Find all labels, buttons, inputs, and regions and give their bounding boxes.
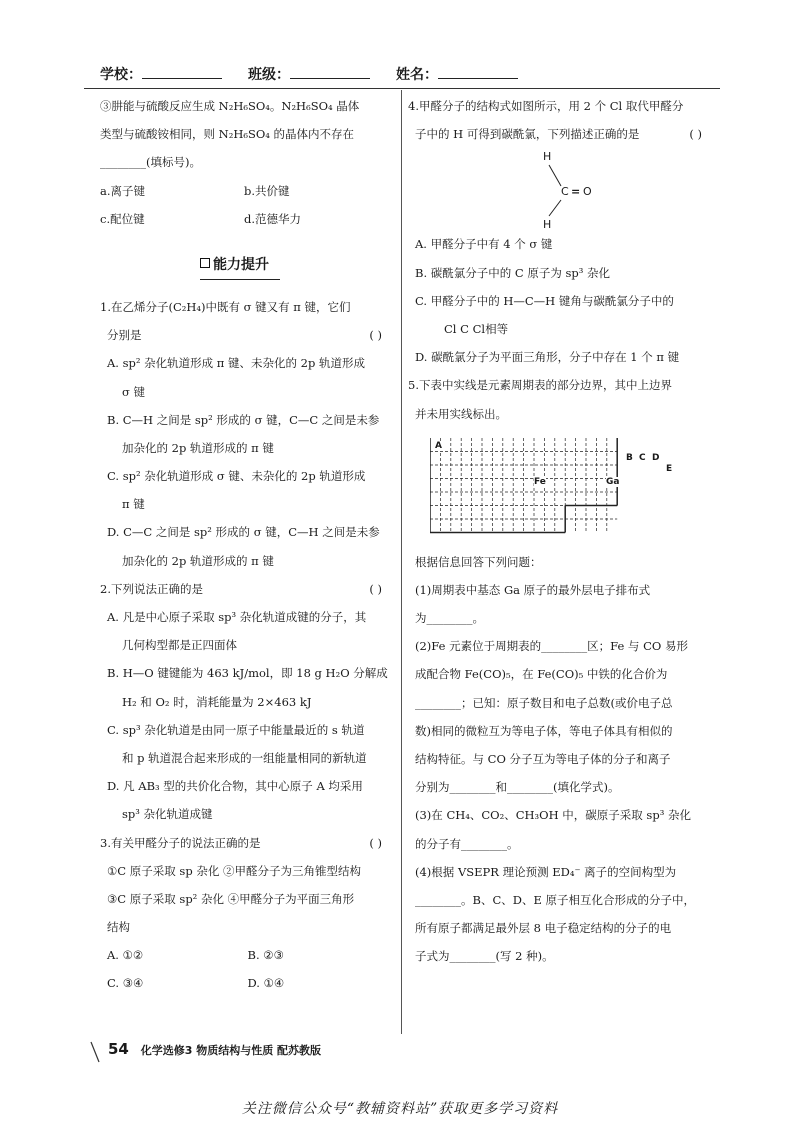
- question-2-option: B. H—O 键键能为 463 kJ/mol，即 18 g H₂O 分解成: [107, 666, 388, 681]
- choice-c: C. ③④: [107, 976, 144, 991]
- question-5-line: 子式为________(写 2 种)。: [415, 949, 554, 964]
- answer-paren: ( ): [369, 328, 382, 343]
- section-underline: [200, 279, 280, 280]
- student-info-header: [100, 64, 720, 86]
- question-2-option: D. 凡 AB₃ 型的共价化合物，其中心原子 A 均采用: [107, 779, 363, 794]
- text-line: 类型与硫酸铵相同，则 N₂H₆SO₄ 的晶体内不存在: [100, 127, 355, 142]
- question-4-option: Cl C Cl相等: [444, 321, 509, 336]
- option-c: c.配位键: [100, 211, 145, 226]
- column-divider: [401, 90, 402, 1034]
- question-1-option: B. C—H 之间是 sp² 形成的 σ 键，C—C 之间是未参: [107, 412, 380, 427]
- school-blank: [142, 64, 222, 79]
- question-1-option: D. C—C 之间是 sp² 形成的 σ 键，C—H 之间是未参: [107, 525, 380, 540]
- formaldehyde-structure: [408, 148, 708, 230]
- question-5-line: ________。B、C、D、E 原子相互化合形成的分子中，: [415, 892, 696, 907]
- left-column: [100, 92, 388, 998]
- square-icon: [200, 258, 210, 268]
- section-title: 能力提升: [200, 254, 269, 274]
- question-2-option: H₂ 和 O₂ 时，消耗能量为 2×463 kJ: [122, 694, 312, 709]
- section-heading: [100, 233, 388, 293]
- class-blank: [290, 64, 370, 79]
- question-4-option: D. 碳酰氯分子为平面三角形，分子中存在 1 个 π 键: [415, 350, 680, 365]
- question-5-line: 结构特征。与 CO 分子互为等电子体的分子和离子: [415, 752, 671, 766]
- question-4-stem: 4.甲醛分子的结构式如图所示，用 2 个 Cl 取代甲醛分: [408, 99, 684, 113]
- page-number: 54: [108, 1040, 129, 1058]
- question-3-statement: ①C 原子采取 sp 杂化 ②甲醛分子为三角锥型结构: [107, 863, 361, 878]
- question-1-option: π 键: [122, 497, 145, 512]
- option-a: a.离子键: [100, 183, 146, 198]
- choice-d: D. ①④: [247, 976, 285, 991]
- choice-a: A. ①②: [107, 948, 144, 963]
- atom-c: C: [561, 185, 569, 199]
- question-2-option: 几何构型都是正四面体: [122, 638, 237, 653]
- option-row: [100, 205, 388, 233]
- option-row: [100, 177, 388, 205]
- answer-paren: ( ): [689, 127, 702, 142]
- question-2-option: C. sp³ 杂化轨道是由同一原子中能量最近的 s 轨道: [107, 722, 365, 737]
- bond-lines: [408, 148, 708, 230]
- question-5-line: (4)根据 VSEPR 理论预测 ED₄⁻ 离子的空间构型为: [415, 864, 677, 879]
- question-3-choices: [100, 969, 388, 997]
- question-5-line: 的分子有________。: [415, 836, 519, 851]
- text-line: ③肼能与硫酸反应生成 N₂H₆SO₄。N₂H₆SO₄ 晶体: [100, 99, 360, 113]
- question-5-line: (2)Fe 元素位于周期表的________区；Fe 与 CO 易形: [415, 639, 688, 654]
- question-2-option: A. 凡是中心原子采取 sp³ 杂化轨道成键的分子，其: [107, 610, 367, 624]
- question-4-stem: 子中的 H 可得到碳酰氯，下列描述正确的是 ( ): [408, 120, 708, 148]
- question-2-stem: 2.下列说法正确的是 ( ): [100, 575, 388, 603]
- question-2-option: sp³ 杂化轨道成键: [122, 807, 213, 822]
- question-5-intro: 根据信息回答下列问题：: [415, 554, 542, 569]
- header-rule: [84, 88, 720, 89]
- question-5-line: 所有原子都满足最外层 8 电子稳定结构的分子的电: [415, 921, 672, 936]
- question-5-line: (3)在 CH₄、CO₂、CH₃OH 中，碳原子采取 sp³ 杂化: [415, 808, 691, 823]
- element-label-fe: Fe: [534, 476, 546, 487]
- question-1-option: 加杂化的 2p 轨道形成的 π 键: [122, 440, 274, 455]
- element-label-ga: Ga: [606, 476, 620, 487]
- periodic-grid: [430, 438, 620, 552]
- question-5-line: 成配合物 Fe(CO)₅，在 Fe(CO)₅ 中铁的化合价为: [415, 667, 668, 682]
- question-3-statement: 结构: [107, 920, 130, 935]
- class-label: 班级：: [248, 67, 290, 83]
- question-3-statement: ③C 原子采取 sp² 杂化 ④甲醛分子为平面三角形: [107, 891, 355, 906]
- question-5-line: 为________。: [415, 611, 484, 626]
- option-d: d.范德华力: [244, 211, 302, 226]
- question-5-line: 数)相同的微粒互为等电子体，等电子体具有相似的: [415, 723, 673, 738]
- question-3-choices: [100, 941, 388, 969]
- double-bond: =: [571, 185, 581, 199]
- choice-b: B. ②③: [247, 948, 284, 963]
- element-label-d: D: [652, 452, 660, 463]
- question-5-line: 分别为________和________(填化学式)。: [415, 780, 620, 795]
- question-1-stem: 1.在乙烯分子(C₂H₄)中既有 σ 键又有 π 键，它们: [100, 299, 351, 314]
- school-field: [100, 64, 222, 84]
- question-5-stem: 并未用实线标出。: [415, 406, 507, 421]
- question-4-option: B. 碳酰氯分子中的 C 原子为 sp³ 杂化: [415, 265, 611, 280]
- question-5-stem: 5.下表中实线是元素周期表的部分边界，其中上边界: [408, 378, 672, 393]
- periodic-table-diagram: [430, 432, 708, 548]
- text-line: ________(填标号)。: [100, 155, 201, 170]
- book-title: 化学选修3 物质结构与性质 配苏教版: [140, 1044, 322, 1057]
- question-1-option: C. sp² 杂化轨道形成 σ 键、未杂化的 2p 轨道形成: [107, 469, 366, 484]
- question-2-option: 和 p 轨道混合起来形成的一组能量相同的新轨道: [122, 750, 367, 765]
- question-1-option: A. sp² 杂化轨道形成 π 键、未杂化的 2p 轨道形成: [107, 356, 366, 371]
- class-field: [248, 64, 370, 84]
- question-3-stem: 3.有关甲醛分子的说法正确的是 ( ): [100, 829, 388, 857]
- question-1-stem: 分别是 ( ): [100, 321, 388, 349]
- question-5-line: ________；已知：原子数目和电子总数(或价电子总: [415, 695, 673, 710]
- element-label-c: C: [639, 452, 646, 463]
- atom-o: O: [583, 185, 592, 199]
- atom-h-bottom: H: [543, 218, 552, 232]
- question-4-option: A. 甲醛分子中有 4 个 σ 键: [415, 237, 553, 252]
- option-b: b.共价键: [244, 183, 290, 198]
- name-field: [396, 64, 518, 84]
- atom-h-top: H: [543, 150, 552, 164]
- question-4-option: C. 甲醛分子中的 H—C—H 键角与碳酰氯分子中的: [415, 293, 674, 308]
- answer-paren: ( ): [369, 835, 382, 850]
- question-1-option: 加杂化的 2p 轨道形成的 π 键: [122, 553, 274, 568]
- element-label-b: B: [626, 452, 633, 463]
- element-label-e: E: [666, 463, 673, 474]
- question-1-option: σ 键: [122, 384, 146, 399]
- bottom-note: 关注微信公众号“教辅资料站”获取更多学习资料: [241, 1101, 559, 1117]
- school-label: 学校：: [100, 67, 142, 83]
- question-5-line: (1)周期表中基态 Ga 原子的最外层电子排布式: [415, 582, 651, 597]
- answer-paren: ( ): [369, 581, 382, 596]
- name-blank: [438, 64, 518, 79]
- right-column: [408, 92, 708, 971]
- name-label: 姓名：: [396, 67, 438, 83]
- page-footer: [108, 1040, 321, 1058]
- element-label-a: A: [435, 440, 442, 451]
